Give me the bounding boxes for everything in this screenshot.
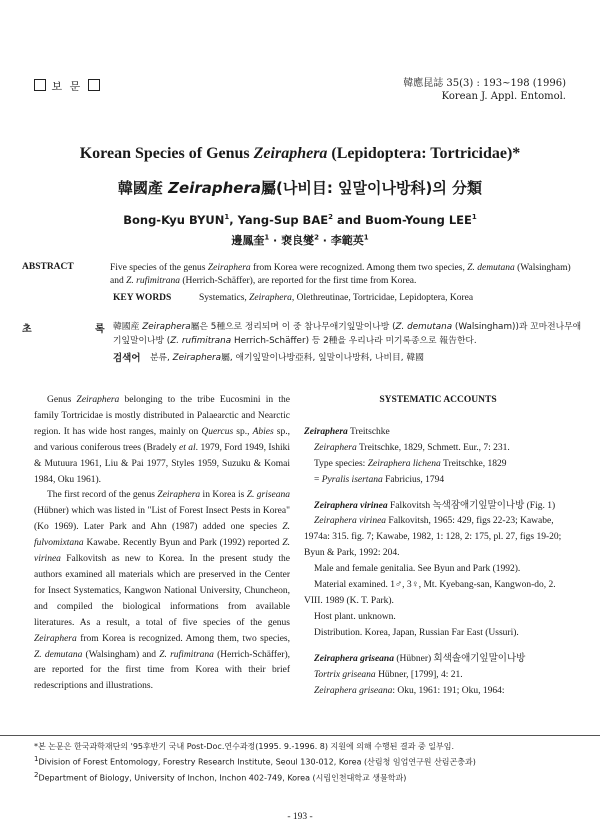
abstract-text: Five species of the genus Zeiraphera from Korea were recognized. Among them two species, Z. demutana (Walsingham) and Z. rufimitrana (Herrich-Schäffer), are reported for the first time from Korea. <box>110 263 571 286</box>
footnote-affiliation-1: $^1$Division of Forest Entomology, Forestry Research Institute, Seoul 130-012, Korea (산림청 임업연구원 산림곤충과) <box>34 755 476 767</box>
footnote-funding: *본 논문은 한국과학재단의 '95후반기 국내 Post-Doc.연수과정(1995. 9.-1996. 8) 지원에 의해 수행된 결과 중 일부임. <box>34 742 455 751</box>
abstract-label: ABSTRACT <box>22 262 74 272</box>
korean-abstract-text: 韓國産 Zeiraphera屬은 5種으로 정리되며 이 중 참나무애기잎말이나방 (Z. demutana (Walsingham))과 꼬마전나무애기잎말이나방 (Z. rufimitrana Herrich-Schäffer) 등 2種을 우리나라 미기록종으로 報告한다. <box>113 322 582 346</box>
box-right-icon <box>88 79 100 91</box>
type-species: Type species: Zeiraphera lichena Treitschke, 1829 <box>314 458 507 469</box>
species-2-references: Zeiraphera griseana: Oku, 1961: 191; Oku, 1964: <box>314 685 505 696</box>
species-1-material: Material examined. 1♂, 3♀, Mt. Kyebang-san, Kangwon-do, 2. VIII. 1989 (K. T. Park). <box>304 580 556 606</box>
keywords-label: KEY WORDS <box>113 293 172 303</box>
korean-keywords-label: 검색어 <box>113 353 141 364</box>
section-heading: SYSTEMATIC ACCOUNTS <box>379 395 497 405</box>
authors: Bong-Kyu BYUN$^1$, Yang-Sup BAE$^2$ and Buom-Young LEE$^1$ <box>123 213 477 227</box>
genus-heading: Zeiraphera Treitschke <box>304 426 390 437</box>
paper-title: Korean Species of Genus Zeiraphera (Lepidoptera: Tortricidae)* <box>79 145 521 162</box>
intro-paragraph-2: The first record of the genus Zeiraphera in Korea is Z. griseana (Hübner) which was listed in "List of Forest Insect Pests in Korea" (Ko 1969). Later Park and Ahn (1987) added one species Z. fulvomixtana Kawabe. Recently Byun and Park (1992) reported Z. virinea Falkovitsh as new to Korea. In the present study the authors examined all materials which are preserved in the Center for Insect Systematics, Kangwon National University, Chuncheon, and compiled the biological informations from available literatures. As a result, a total of five species of the genus Zeiraphera from Korea is recognized. Among them, two species, Z. demutana (Walsingham) and Z. rufimitrana (Herrich-Schäffer), are reported for the first time from Korea with their brief redescriptions and illustrations. <box>34 490 290 692</box>
journal-line: 韓應昆誌 35(3) : 193~198 (1996) <box>403 78 566 89</box>
species-1-host: Host plant. unknown. <box>314 611 396 622</box>
footnote-divider <box>0 735 600 736</box>
journal-en: Korean J. Appl. Entomol. <box>441 91 566 102</box>
journal-citation <box>403 77 566 103</box>
korean-keywords-text: 분류, Zeiraphera屬, 애기잎말이나방亞科, 잎말이나방科, 나비目, 韓國 <box>150 353 424 363</box>
footnote-affiliation-2: $^2$Department of Biology, University of Inchon, Inchon 402-749, Korea (시립인천대학교 생물학과) <box>34 770 407 783</box>
species-1-heading: Zeiraphera virinea Falkovitsh 녹색잠애기잎말이나방 (Fig. 1) <box>314 500 556 511</box>
species-1-references: Zeiraphera virinea Falkovitsh, 1965: 429, figs 22-23; Kawabe, 1974a: 315. fig. 7; Kawabe, 1982, 1: 128, 2: 175, pl. 27, figs 19-20; Byun & Park, 1992: 204. <box>304 516 562 559</box>
body-right-column <box>304 393 572 699</box>
page-number: - 193 - <box>287 812 313 822</box>
keywords-text: Systematics, Zeiraphera, Olethreutinae, Tortricidae, Lepidoptera, Korea <box>199 293 474 303</box>
species-1-genitalia: Male and female genitalia. See Byun and Park (1992). <box>314 564 521 575</box>
footnotes <box>34 741 574 784</box>
species-1-distribution: Distribution. Korea, Japan, Russian Far East (Ussuri). <box>314 627 519 638</box>
synonym: = Pyralis isertana Fabricius, 1794 <box>314 474 445 485</box>
genus-citation: Zeiraphera Treitschke, 1829, Schmett. Eur., 7: 231. <box>314 442 510 453</box>
species-2-heading: Zeiraphera griseana (Hübner) 회색솔애기잎말이나방 <box>314 653 526 664</box>
korean-title: 韓國產 Zeiraphera屬(나비目: 잎말이나방科)의 分類 <box>117 179 483 197</box>
intro-paragraph-1: Genus Zeiraphera belonging to the tribe Eucosmini in the family Tortricidae is mostly distributed in Palaearctic and Nearctic region. It has wide host ranges, mainly on Quercus sp., Abies sp., and various coniferous trees (Bradely et al. 1979, Ford 1949, Ishiki & Mutuura 1961, Liu & Pai 1977, Styles 1959, Suzuku & Komai 1984, Oku 1961). <box>34 395 291 485</box>
body-left-column <box>34 393 290 695</box>
section-label: 보 문 <box>34 78 100 94</box>
korean-abstract-label-b: 록 <box>95 324 105 335</box>
korean-authors: 邊鳳奎$^1$ · 裵良燮$^2$ · 李範英$^1$ <box>231 233 369 247</box>
box-left-icon <box>34 79 46 91</box>
korean-abstract-label-a: 초 <box>22 324 32 335</box>
species-2-synonym: Tortrix griseana Hübner, [1799], 4: 21. <box>314 669 463 680</box>
